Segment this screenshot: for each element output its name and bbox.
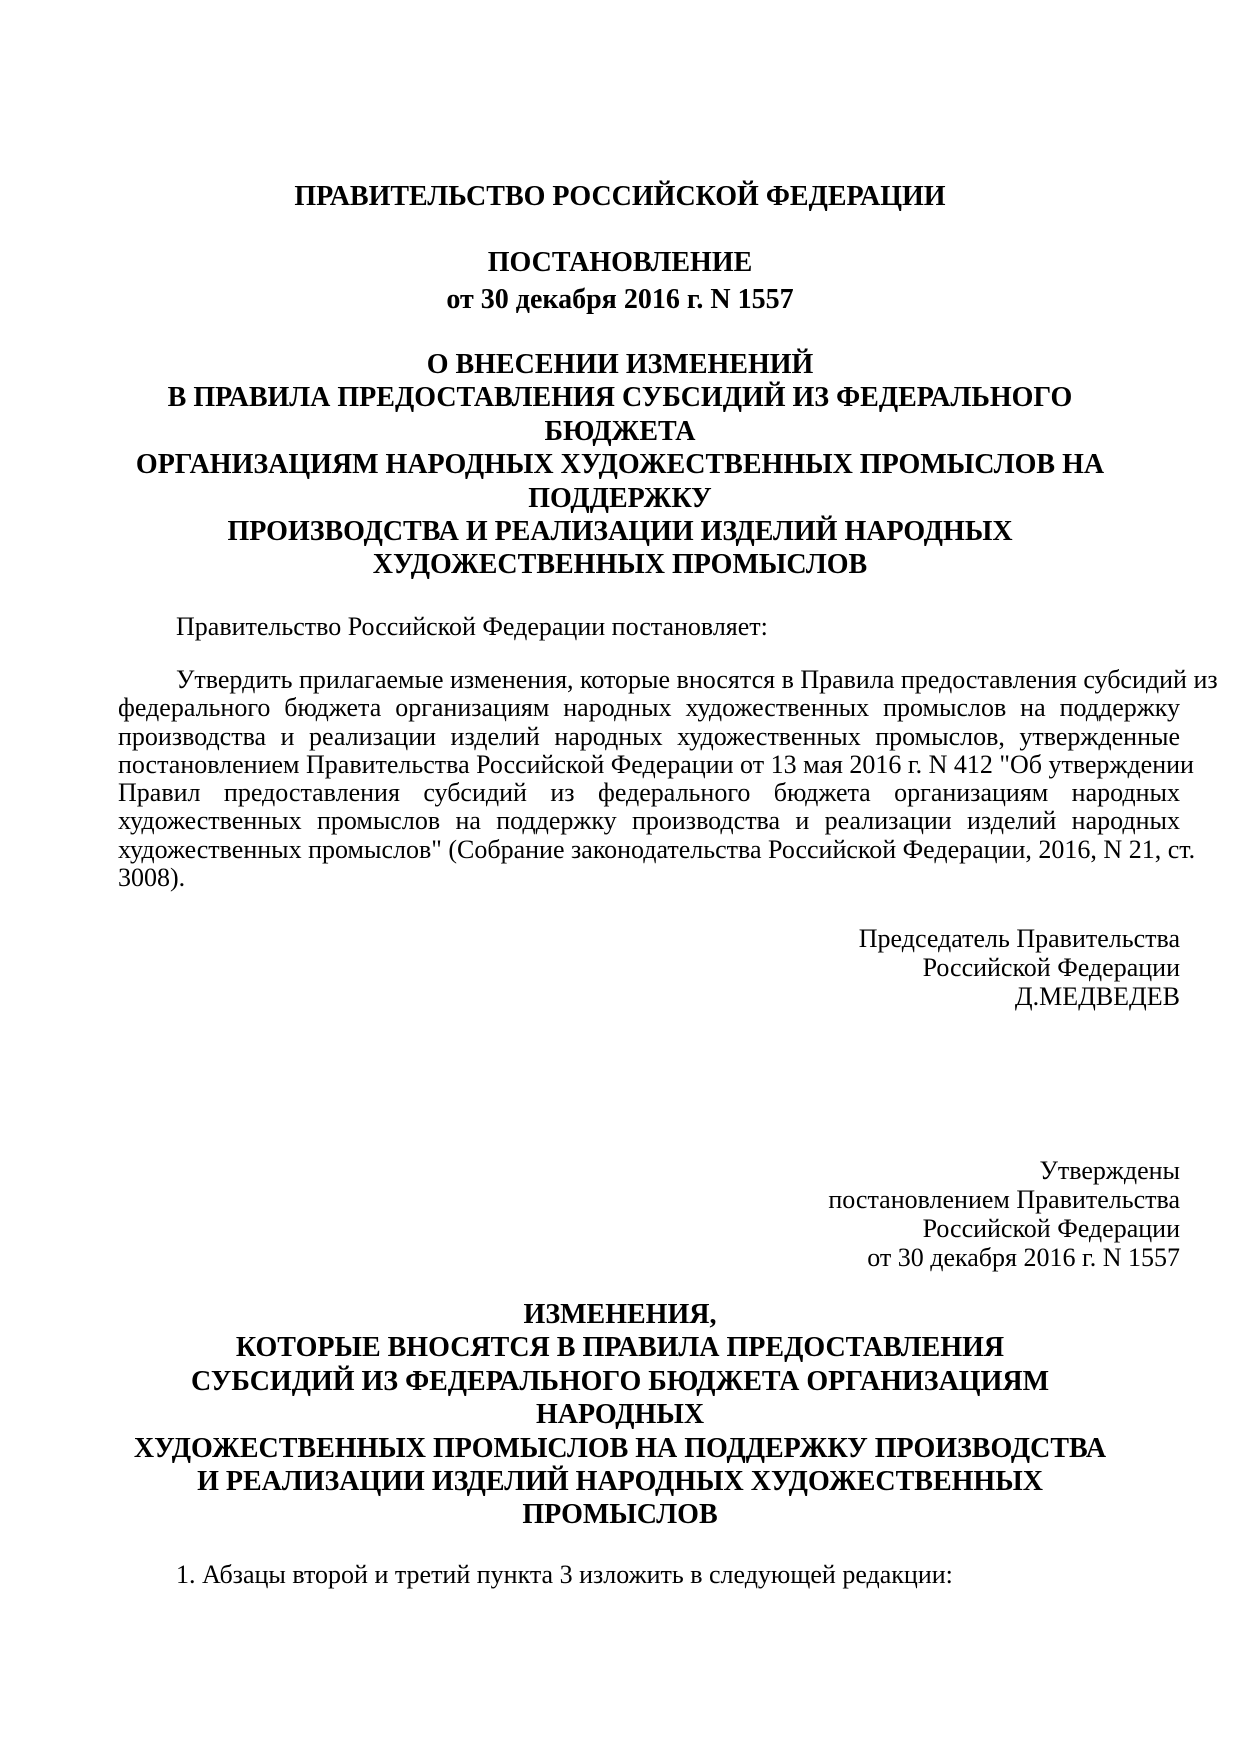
changes-title-line: НАРОДНЫХ — [535, 1399, 705, 1431]
main-paragraph — [118, 665, 1218, 893]
paragraph-line: Утвердить прилагаемые изменения, которые вносятся в Правила предоставления субсидий из — [176, 665, 1218, 694]
title-line: ПРОИЗВОДСТВА И РЕАЛИЗАЦИИ ИЗДЕЛИЙ НАРОДНЫХ — [227, 516, 1013, 548]
title-line: В ПРАВИЛА ПРЕДОСТАВЛЕНИЯ СУБСИДИЙ ИЗ ФЕДЕРАЛЬНОГО — [167, 382, 1073, 414]
document-title — [0, 348, 1240, 582]
approval-line: Утверждены — [1039, 1156, 1180, 1185]
signatory-name: Д.МЕДВЕДЕВ — [1014, 982, 1180, 1011]
item-1-text: 1. Абзацы второй и третий пункта 3 изложить в следующей редакции: — [176, 1560, 953, 1589]
title-line: ХУДОЖЕСТВЕННЫХ ПРОМЫСЛОВ — [372, 549, 868, 581]
signature-block — [118, 924, 1180, 1011]
changes-title-line: ПРОМЫСЛОВ — [522, 1499, 718, 1531]
title-line: ПОДДЕРЖКУ — [528, 482, 712, 514]
intro-paragraph — [118, 613, 1180, 641]
document-type: ПОСТАНОВЛЕНИЕ — [487, 247, 753, 278]
changes-title-line: ИЗМЕНЕНИЯ, — [523, 1299, 717, 1330]
changes-title-line: И РЕАЛИЗАЦИИ ИЗДЕЛИЙ НАРОДНЫХ ХУДОЖЕСТВЕННЫХ — [197, 1466, 1043, 1498]
government-heading: ПРАВИТЕЛЬСТВО РОССИЙСКОЙ ФЕДЕРАЦИИ — [294, 181, 946, 212]
title-line: О ВНЕСЕНИИ ИЗМЕНЕНИЙ — [426, 349, 814, 380]
approval-line: постановлением Правительства — [828, 1185, 1180, 1214]
changes-title-line: СУБСИДИЙ ИЗ ФЕДЕРАЛЬНОГО БЮДЖЕТА ОРГАНИЗАЦИЯМ — [190, 1365, 1050, 1397]
changes-title — [0, 1298, 1240, 1532]
signatory-position: Российской Федерации — [922, 953, 1180, 982]
document-date-number: от 30 декабря 2016 г. N 1557 — [446, 284, 794, 315]
paragraph-line: Правил предоставления субсидий из федерального бюджета организациям народных — [118, 778, 1180, 808]
approval-stamp-block — [118, 1156, 1180, 1272]
paragraph-line: художественных промыслов" (Собрание законодательства Российской Федерации, 2016, N 21, ст. — [118, 834, 1196, 864]
signatory-position: Председатель Правительства — [858, 924, 1180, 953]
title-line: ОРГАНИЗАЦИЯМ НАРОДНЫХ ХУДОЖЕСТВЕННЫХ ПРОМЫСЛОВ НА — [135, 449, 1105, 481]
paragraph-line: постановлением Правительства Российской Федерации от 13 мая 2016 г. N 412 "Об утверждении — [118, 749, 1194, 779]
approval-line: Российской Федерации — [922, 1214, 1180, 1243]
changes-title-line: ХУДОЖЕСТВЕННЫХ ПРОМЫСЛОВ НА ПОДДЕРЖКУ ПРОИЗВОДСТВА — [133, 1432, 1107, 1464]
paragraph-line: художественных промыслов на поддержку производства и реализации изделий народных — [118, 806, 1180, 836]
title-line: БЮДЖЕТА — [544, 415, 696, 447]
paragraph-line: федерального бюджета организациям народных художественных промыслов на поддержку — [118, 693, 1180, 723]
paragraph-line: производства и реализации изделий народных художественных промыслов, утвержденные — [118, 721, 1180, 751]
changes-title-line: КОТОРЫЕ ВНОСЯТСЯ В ПРАВИЛА ПРЕДОСТАВЛЕНИЯ — [235, 1332, 1005, 1364]
approval-line: от 30 декабря 2016 г. N 1557 — [867, 1243, 1180, 1272]
item-1-paragraph — [118, 1561, 1180, 1589]
paragraph-line: 3008). — [118, 863, 186, 893]
intro-text: Правительство Российской Федерации постановляет: — [176, 612, 768, 641]
